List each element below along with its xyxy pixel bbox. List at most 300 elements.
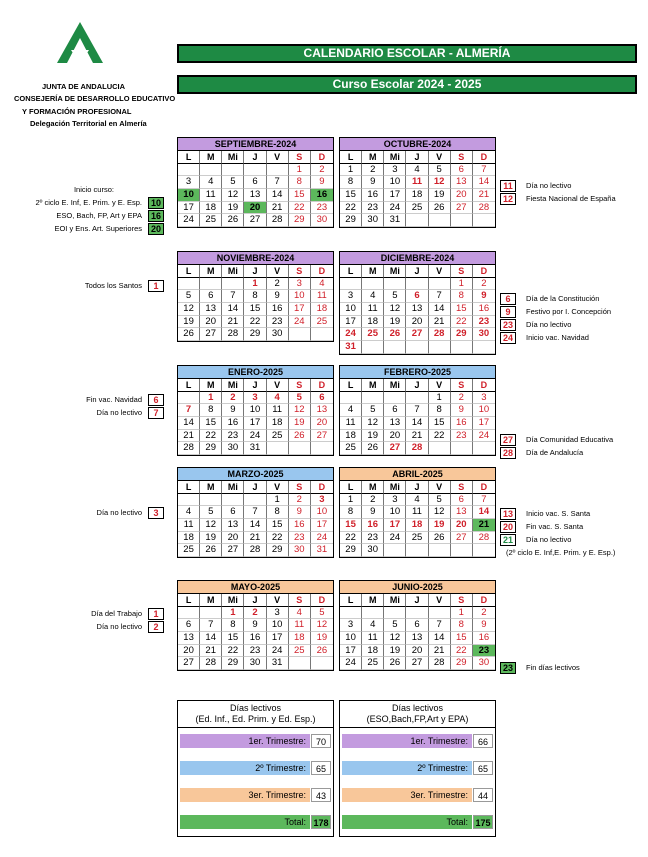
calendar-day: 25 xyxy=(289,645,311,658)
calendar-day: 26 xyxy=(200,544,222,557)
calendar-day: 10 xyxy=(384,176,406,189)
calendar-day: 3 xyxy=(384,164,406,177)
calendar-day: 1 xyxy=(267,494,289,507)
weekday-header: J xyxy=(406,594,428,607)
weekday-header: M xyxy=(200,379,222,392)
summary-row-value: 65 xyxy=(311,761,331,775)
calendar-day: 25 xyxy=(362,657,384,670)
empty-day xyxy=(406,278,428,291)
empty-day xyxy=(200,494,222,507)
calendar-day: 23 xyxy=(311,202,333,215)
calendar-day: 21 xyxy=(473,519,495,532)
legend-label: Inicio vac. S. Santa xyxy=(526,509,591,518)
summary-row xyxy=(340,728,495,755)
calendar-day: 7 xyxy=(473,494,495,507)
calendar-day: 11 xyxy=(406,176,428,189)
weekday-header: S xyxy=(289,265,311,278)
empty-day xyxy=(362,607,384,620)
legend-date-marker: 23 xyxy=(500,319,516,331)
legend-date-marker: 6 xyxy=(148,394,164,406)
calendar-day: 25 xyxy=(311,316,333,329)
calendar-day: 29 xyxy=(289,214,311,227)
calendar-day: 31 xyxy=(267,657,289,670)
calendar-day: 23 xyxy=(222,430,244,443)
legend-label: Todos los Santos xyxy=(84,281,142,290)
calendar-day: 24 xyxy=(384,532,406,545)
calendar-day: 26 xyxy=(311,645,333,658)
calendar-day: 23 xyxy=(362,532,384,545)
calendar-day: 19 xyxy=(200,532,222,545)
weekday-header: M xyxy=(362,265,384,278)
empty-day xyxy=(244,494,266,507)
summary-row-label: 3er. Trimestre: xyxy=(342,788,472,802)
weekday-header: M xyxy=(362,379,384,392)
empty-day xyxy=(200,607,222,620)
weekday-header: J xyxy=(406,151,428,164)
calendar-day: 7 xyxy=(429,619,451,632)
empty-day xyxy=(178,494,200,507)
legend-label: Día del Trabajo xyxy=(91,609,142,618)
calendar-day: 18 xyxy=(362,316,384,329)
calendar-day: 26 xyxy=(178,328,200,341)
calendar-day: 12 xyxy=(384,632,406,645)
month-title: NOVIEMBRE-2024 xyxy=(178,252,333,265)
empty-day xyxy=(289,442,311,455)
weekday-header: S xyxy=(451,594,473,607)
month-calendar xyxy=(339,580,496,671)
weekday-header: V xyxy=(429,481,451,494)
legend-date-marker: 10 xyxy=(148,197,164,209)
calendar-day: 11 xyxy=(289,619,311,632)
legend-date-marker: 23 xyxy=(500,662,516,674)
calendar-day: 16 xyxy=(362,189,384,202)
calendar-day: 4 xyxy=(340,404,362,417)
school-days-summary xyxy=(177,700,334,837)
calendar-day: 17 xyxy=(244,417,266,430)
calendar-day: 5 xyxy=(289,392,311,405)
calendar-day: 16 xyxy=(362,519,384,532)
org-line-3: Y FORMACIÓN PROFESIONAL xyxy=(22,107,132,116)
weekday-header: S xyxy=(289,379,311,392)
calendar-day: 23 xyxy=(244,645,266,658)
calendar-day: 24 xyxy=(244,430,266,443)
calendar-day: 4 xyxy=(362,619,384,632)
weekday-header: V xyxy=(429,265,451,278)
empty-day xyxy=(451,544,473,557)
calendar-day: 29 xyxy=(340,544,362,557)
legend-label: Día no lectivo xyxy=(96,408,142,417)
calendar-day: 2 xyxy=(311,164,333,177)
weekday-header: J xyxy=(406,265,428,278)
legend-label: Día Comunidad Educativa xyxy=(526,435,614,444)
weekday-header: S xyxy=(451,151,473,164)
calendar-day: 19 xyxy=(362,430,384,443)
calendar-day: 24 xyxy=(384,202,406,215)
weekday-header: M xyxy=(200,594,222,607)
calendar-day: 16 xyxy=(267,303,289,316)
calendar-day: 8 xyxy=(340,506,362,519)
weekday-header: S xyxy=(289,481,311,494)
calendar-day: 9 xyxy=(311,176,333,189)
calendar-day: 8 xyxy=(244,290,266,303)
calendar-day: 1 xyxy=(451,607,473,620)
calendar-day: 11 xyxy=(311,290,333,303)
calendar-day: 2 xyxy=(362,164,384,177)
legend-date-marker: 13 xyxy=(500,508,516,520)
calendar-day: 13 xyxy=(244,189,266,202)
calendar-day: 22 xyxy=(222,645,244,658)
calendar-day: 28 xyxy=(429,328,451,341)
empty-day xyxy=(406,544,428,557)
calendar-day: 22 xyxy=(429,430,451,443)
month-title: MARZO-2025 xyxy=(178,468,333,481)
month-calendar xyxy=(177,137,334,228)
calendar-day: 28 xyxy=(429,657,451,670)
calendar-day: 2 xyxy=(473,607,495,620)
summary-row-value: 43 xyxy=(311,788,331,802)
month-title: FEBRERO-2025 xyxy=(340,366,495,379)
calendar-day: 29 xyxy=(340,214,362,227)
calendar-day: 16 xyxy=(473,632,495,645)
summary-row-label: Total: xyxy=(180,815,310,829)
month-calendar xyxy=(177,580,334,671)
calendar-day: 30 xyxy=(473,657,495,670)
weekday-header: D xyxy=(473,481,495,494)
calendar-day: 22 xyxy=(340,532,362,545)
empty-day xyxy=(473,544,495,557)
calendar-day: 5 xyxy=(384,290,406,303)
legend-label: Día no lectivo xyxy=(96,622,142,631)
empty-day xyxy=(267,442,289,455)
legend-date-marker: 27 xyxy=(500,434,516,446)
legend-label: EOI y Ens. Art. Superiores xyxy=(54,224,142,233)
calendar-day: 12 xyxy=(311,619,333,632)
calendar-day: 26 xyxy=(429,202,451,215)
calendar-day: 20 xyxy=(451,519,473,532)
empty-day xyxy=(406,214,428,227)
calendar-day: 8 xyxy=(289,176,311,189)
calendar-day: 10 xyxy=(244,404,266,417)
calendar-day: 30 xyxy=(244,657,266,670)
empty-day xyxy=(473,341,495,354)
weekday-header: Mi xyxy=(222,481,244,494)
legend-label: Día no lectivo xyxy=(526,535,572,544)
calendar-day: 7 xyxy=(244,506,266,519)
calendar-day: 1 xyxy=(289,164,311,177)
calendar-day: 10 xyxy=(267,619,289,632)
calendar-day: 7 xyxy=(178,404,200,417)
weekday-header: Mi xyxy=(222,594,244,607)
weekday-header: J xyxy=(244,379,266,392)
weekday-header: D xyxy=(473,151,495,164)
calendar-day: 17 xyxy=(340,316,362,329)
org-line-1: JUNTA DE ANDALUCIA xyxy=(42,82,126,91)
calendar-day: 20 xyxy=(384,430,406,443)
weekday-header: Mi xyxy=(384,265,406,278)
calendar-day: 30 xyxy=(362,214,384,227)
month-calendar xyxy=(339,137,496,228)
calendar-day: 13 xyxy=(222,519,244,532)
weekday-header: L xyxy=(178,379,200,392)
calendar-day: 14 xyxy=(429,632,451,645)
calendar-day: 2 xyxy=(451,392,473,405)
empty-day xyxy=(406,607,428,620)
summary-row xyxy=(340,809,495,836)
weekday-header: Mi xyxy=(222,151,244,164)
calendar-day: 15 xyxy=(451,303,473,316)
weekday-header: L xyxy=(178,594,200,607)
calendar-day: 9 xyxy=(473,290,495,303)
calendar-day: 25 xyxy=(340,442,362,455)
calendar-day: 14 xyxy=(429,303,451,316)
calendar-day: 31 xyxy=(244,442,266,455)
calendar-day: 11 xyxy=(340,417,362,430)
calendar-day: 17 xyxy=(267,632,289,645)
calendar-day: 12 xyxy=(362,417,384,430)
summary-row-label: 2º Trimestre: xyxy=(342,761,472,775)
calendar-day: 2 xyxy=(362,494,384,507)
calendar-day: 2 xyxy=(473,278,495,291)
calendar-day: 6 xyxy=(451,494,473,507)
calendar-day: 9 xyxy=(244,619,266,632)
weekday-header: L xyxy=(178,151,200,164)
calendar-day: 28 xyxy=(244,544,266,557)
month-title: ABRIL-2025 xyxy=(340,468,495,481)
weekday-header: M xyxy=(200,481,222,494)
weekday-header: J xyxy=(244,481,266,494)
summary-row xyxy=(178,755,333,782)
calendar-day: 18 xyxy=(178,532,200,545)
legend-label: Festivo por I. Concepción xyxy=(526,307,612,316)
legend-date-marker: 6 xyxy=(500,293,516,305)
calendar-day: 1 xyxy=(244,278,266,291)
empty-day xyxy=(429,442,451,455)
empty-day xyxy=(311,442,333,455)
summary-row xyxy=(340,755,495,782)
calendar-day: 3 xyxy=(340,290,362,303)
weekday-header: S xyxy=(289,594,311,607)
calendar-day: 23 xyxy=(451,430,473,443)
calendar-day: 13 xyxy=(451,176,473,189)
empty-day xyxy=(406,392,428,405)
calendar-day: 27 xyxy=(384,442,406,455)
empty-day xyxy=(451,442,473,455)
summary-row-label: 1er. Trimestre: xyxy=(180,734,310,748)
calendar-day: 25 xyxy=(406,532,428,545)
calendar-day: 29 xyxy=(451,328,473,341)
legend-date-marker: 28 xyxy=(500,447,516,459)
month-title: OCTUBRE-2024 xyxy=(340,138,495,151)
empty-day xyxy=(473,214,495,227)
calendar-day: 8 xyxy=(200,404,222,417)
page-title: CALENDARIO ESCOLAR - ALMERÍA xyxy=(177,44,637,63)
weekday-header: M xyxy=(362,151,384,164)
empty-day xyxy=(200,164,222,177)
calendar-day: 9 xyxy=(267,290,289,303)
empty-day xyxy=(429,607,451,620)
calendar-day: 7 xyxy=(406,404,428,417)
weekday-header: D xyxy=(311,379,333,392)
calendar-day: 13 xyxy=(178,632,200,645)
calendar-day: 14 xyxy=(244,519,266,532)
calendar-day: 7 xyxy=(473,164,495,177)
weekday-header: M xyxy=(362,481,384,494)
calendar-day: 19 xyxy=(178,316,200,329)
calendar-day: 18 xyxy=(311,303,333,316)
weekday-header: J xyxy=(406,481,428,494)
calendar-day: 23 xyxy=(473,645,495,658)
calendar-day: 19 xyxy=(384,316,406,329)
month-calendar xyxy=(177,365,334,456)
calendar-day: 18 xyxy=(289,632,311,645)
calendar-day: 27 xyxy=(178,657,200,670)
calendar-day: 18 xyxy=(340,430,362,443)
calendar-day: 4 xyxy=(178,506,200,519)
calendar-day: 30 xyxy=(362,544,384,557)
calendar-day: 29 xyxy=(222,657,244,670)
calendar-day: 20 xyxy=(178,645,200,658)
calendar-day: 9 xyxy=(451,404,473,417)
legend-label: Inicio vac. Navidad xyxy=(526,333,589,342)
calendar-day: 22 xyxy=(267,532,289,545)
legend-label: Día no lectivo xyxy=(526,320,572,329)
weekday-header: Mi xyxy=(222,265,244,278)
calendar-day: 6 xyxy=(406,290,428,303)
weekday-header: D xyxy=(473,379,495,392)
calendar-day: 8 xyxy=(429,404,451,417)
calendar-day: 21 xyxy=(267,202,289,215)
calendar-day: 15 xyxy=(340,189,362,202)
calendar-day: 18 xyxy=(362,645,384,658)
legend-date-marker: 20 xyxy=(500,521,516,533)
calendar-day: 22 xyxy=(200,430,222,443)
calendar-day: 3 xyxy=(244,392,266,405)
weekday-header: D xyxy=(311,481,333,494)
calendar-day: 14 xyxy=(406,417,428,430)
calendar-day: 16 xyxy=(311,189,333,202)
calendar-day: 17 xyxy=(178,202,200,215)
weekday-header: J xyxy=(244,594,266,607)
empty-day xyxy=(289,657,311,670)
empty-day xyxy=(451,214,473,227)
calendar-day: 12 xyxy=(178,303,200,316)
calendar-day: 30 xyxy=(267,328,289,341)
calendar-day: 28 xyxy=(178,442,200,455)
empty-day xyxy=(244,164,266,177)
calendar-day: 26 xyxy=(289,430,311,443)
legend-label: (2º ciclo E. Inf,E. Prim. y E. Esp.) xyxy=(506,548,616,557)
month-title: DICIEMBRE-2024 xyxy=(340,252,495,265)
empty-day xyxy=(384,607,406,620)
legend-label: Inicio curso: xyxy=(73,185,114,194)
calendar-day: 29 xyxy=(200,442,222,455)
empty-day xyxy=(222,278,244,291)
calendar-day: 20 xyxy=(451,189,473,202)
empty-day xyxy=(362,278,384,291)
empty-day xyxy=(406,341,428,354)
summary-row-label: 1er. Trimestre: xyxy=(342,734,472,748)
legend-label: Fin días lectivos xyxy=(526,663,580,672)
calendar-day: 24 xyxy=(340,328,362,341)
summary-row-value: 44 xyxy=(473,788,493,802)
calendar-day: 20 xyxy=(406,316,428,329)
calendar-day: 26 xyxy=(384,657,406,670)
calendar-day: 28 xyxy=(222,328,244,341)
empty-day xyxy=(178,607,200,620)
weekday-header: L xyxy=(178,481,200,494)
calendar-day: 10 xyxy=(311,506,333,519)
calendar-day: 19 xyxy=(222,202,244,215)
calendar-day: 28 xyxy=(473,532,495,545)
calendar-day: 5 xyxy=(200,506,222,519)
calendar-day: 10 xyxy=(340,303,362,316)
calendar-day: 5 xyxy=(384,619,406,632)
calendar-day: 1 xyxy=(451,278,473,291)
legend-date-marker: 20 xyxy=(148,223,164,235)
calendar-day: 18 xyxy=(267,417,289,430)
month-calendar xyxy=(177,251,334,342)
weekday-header: V xyxy=(429,594,451,607)
calendar-day: 15 xyxy=(200,417,222,430)
summary-row-value: 70 xyxy=(311,734,331,748)
summary-row xyxy=(340,782,495,809)
weekday-header: L xyxy=(340,594,362,607)
calendar-day: 11 xyxy=(406,506,428,519)
calendar-day: 8 xyxy=(451,290,473,303)
empty-day xyxy=(222,494,244,507)
calendar-day: 29 xyxy=(267,544,289,557)
legend-date-marker: 7 xyxy=(148,407,164,419)
weekday-header: D xyxy=(311,594,333,607)
legend-label: Día no lectivo xyxy=(526,181,572,190)
summary-row xyxy=(178,782,333,809)
empty-day xyxy=(340,278,362,291)
calendar-day: 9 xyxy=(222,404,244,417)
calendar-day: 11 xyxy=(200,189,222,202)
legend-date-marker: 24 xyxy=(500,332,516,344)
calendar-day: 15 xyxy=(267,519,289,532)
junta-andalucia-logo xyxy=(55,20,105,65)
calendar-day: 6 xyxy=(222,506,244,519)
summary-heading: Días lectivos xyxy=(229,703,282,713)
month-title: MAYO-2025 xyxy=(178,581,333,594)
weekday-header: V xyxy=(267,481,289,494)
calendar-day: 6 xyxy=(178,619,200,632)
weekday-header: D xyxy=(473,594,495,607)
calendar-day: 14 xyxy=(473,176,495,189)
weekday-header: S xyxy=(289,151,311,164)
summary-row-label: 3er. Trimestre: xyxy=(180,788,310,802)
summary-row-value: 66 xyxy=(473,734,493,748)
calendar-day: 23 xyxy=(362,202,384,215)
calendar-day: 11 xyxy=(362,303,384,316)
calendar-day: 15 xyxy=(451,632,473,645)
calendar-day: 3 xyxy=(311,494,333,507)
calendar-day: 20 xyxy=(406,645,428,658)
calendar-day: 24 xyxy=(178,214,200,227)
weekday-header: Mi xyxy=(384,481,406,494)
empty-day xyxy=(429,341,451,354)
empty-day xyxy=(340,607,362,620)
calendar-day: 7 xyxy=(200,619,222,632)
weekday-header: Mi xyxy=(384,151,406,164)
empty-day xyxy=(473,442,495,455)
calendar-day: 18 xyxy=(406,519,428,532)
month-calendar xyxy=(177,467,334,558)
calendar-day: 17 xyxy=(384,519,406,532)
calendar-day: 27 xyxy=(406,657,428,670)
weekday-header: V xyxy=(267,265,289,278)
